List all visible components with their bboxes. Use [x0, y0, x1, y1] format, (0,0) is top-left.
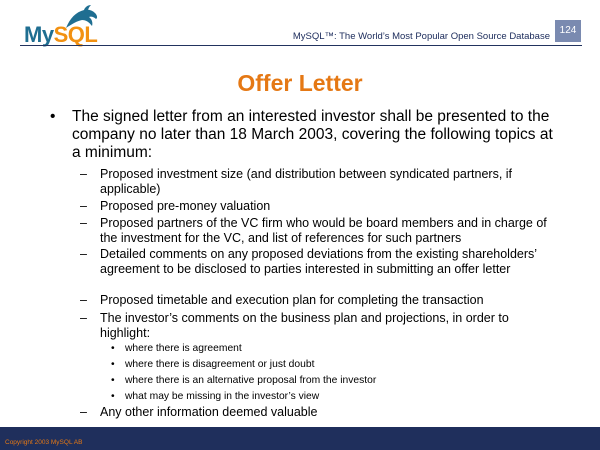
sub-sub-bullet-marker: •	[111, 343, 115, 354]
sub-bullet-text: Proposed timetable and execution plan for completing the transaction	[100, 293, 484, 307]
sub-sub-bullet-text: where there is disagreement or just doubt	[125, 359, 315, 370]
sub-bullet-text: Detailed comments on any proposed deviations from the existing shareholders’ agreement to be disclosed to parties interested in submitting an offer letter	[100, 247, 537, 276]
header-tagline: MySQL™: The World’s Most Popular Open Source Database	[292, 31, 550, 42]
footer-bar	[0, 427, 600, 450]
sub-bullet-marker: –	[80, 247, 87, 261]
sub-bullet-text: Proposed investment size (and distribution between syndicated partners, if applicable)	[100, 167, 513, 196]
sub-sub-bullet-text: where there is agreement	[125, 343, 242, 354]
header-divider	[20, 45, 582, 46]
logo-my-text: My	[24, 22, 54, 47]
sub-bullet-marker: –	[80, 311, 87, 325]
logo-sql-text: SQL	[53, 22, 98, 47]
sub-bullet-marker: –	[80, 199, 87, 213]
sub-sub-bullet-text: where there is an alternative proposal from the investor	[125, 375, 377, 386]
sub-bullet-text: Proposed partners of the VC firm who would be board members and in charge of the investment for the VC, and list of references for such partners	[100, 216, 547, 245]
slide-title: Offer Letter	[237, 70, 363, 96]
copyright-text: Copyright 2003 MySQL AB	[5, 439, 83, 446]
main-bullet-text: The signed letter from an interested investor shall be presented to the company no later than 18 March 2003, covering the following topics at a minimum:	[72, 108, 553, 161]
sub-bullet-marker: –	[80, 167, 87, 181]
sub-bullet-text: The investor’s comments on the business plan and projections, in order to highlight:	[100, 311, 509, 340]
sub-bullet-text: Any other information deemed valuable	[100, 405, 318, 419]
page-number: 124	[555, 20, 581, 42]
sub-sub-bullet-text: what may be missing in the investor’s view	[125, 391, 320, 402]
bullet-marker: •	[50, 108, 56, 125]
sub-sub-bullet-marker: •	[111, 375, 115, 386]
sub-bullet-marker: –	[80, 293, 87, 307]
sub-bullet-text: Proposed pre-money valuation	[100, 199, 271, 213]
sub-sub-bullet-marker: •	[111, 359, 115, 370]
sub-bullet-marker: –	[80, 405, 87, 419]
sub-sub-bullet-marker: •	[111, 391, 115, 402]
sub-bullet-marker: –	[80, 216, 87, 230]
mysql-logo	[20, 4, 100, 48]
